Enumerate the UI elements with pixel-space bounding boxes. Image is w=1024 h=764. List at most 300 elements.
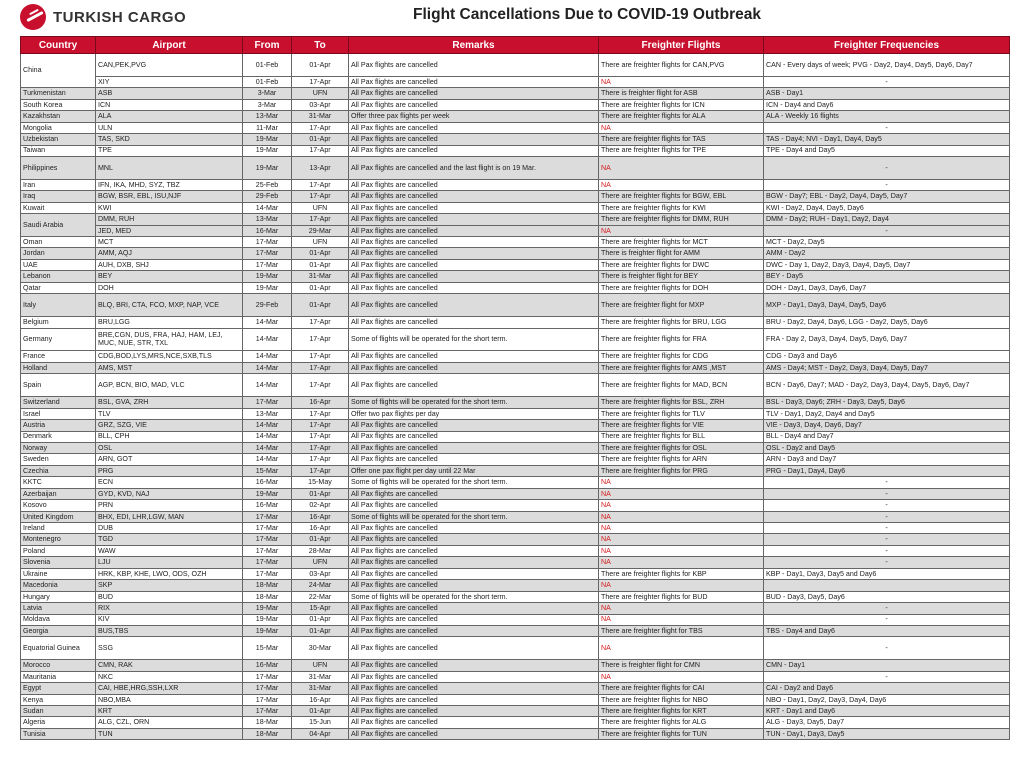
cell-freighter-flights: There are freighter flights for ALG — [599, 717, 764, 728]
table-row — [21, 717, 1010, 728]
cell-country: Ireland — [21, 523, 96, 534]
cell-country: Kenya — [21, 694, 96, 705]
cell-from: 14-Mar — [243, 420, 292, 431]
table-row — [21, 660, 1010, 671]
cell-from: 16-Mar — [243, 500, 292, 511]
cell-airport: LJU — [96, 557, 243, 568]
cell-to: 31-Mar — [292, 683, 349, 694]
cell-freighter-flights: There are freighter flights for KBP — [599, 568, 764, 579]
cell-freighter-frequencies: - — [764, 225, 1010, 236]
cell-freighter-frequencies: - — [764, 671, 1010, 682]
cell-remarks: All Pax flights are cancelled — [349, 88, 599, 99]
cell-to: 31-Mar — [292, 271, 349, 282]
cell-to: 13-Apr — [292, 156, 349, 179]
cell-to: 31-Mar — [292, 671, 349, 682]
cell-from: 14-Mar — [243, 317, 292, 328]
cell-remarks: All Pax flights are cancelled — [349, 706, 599, 717]
cell-to: 01-Apr — [292, 248, 349, 259]
cell-remarks: All Pax flights are cancelled — [349, 545, 599, 556]
cell-freighter-flights: There are freighter flights for KRT — [599, 706, 764, 717]
cell-to: 16-Apr — [292, 694, 349, 705]
cell-from: 17-Mar — [243, 397, 292, 408]
cell-freighter-flights: There are freighter flights for PRG — [599, 465, 764, 476]
cell-freighter-flights: NA — [599, 523, 764, 534]
cell-freighter-frequencies: OSL - Day2 and Day5 — [764, 442, 1010, 453]
cell-remarks: All Pax flights are cancelled — [349, 134, 599, 145]
cell-freighter-frequencies: - — [764, 76, 1010, 87]
table-row — [21, 477, 1010, 488]
cell-country: Tunisia — [21, 728, 96, 739]
table-row — [21, 76, 1010, 87]
table-row — [21, 420, 1010, 431]
cell-remarks: All Pax flights are cancelled — [349, 294, 599, 317]
cell-freighter-flights: There are freighter flights for TLV — [599, 408, 764, 419]
cell-from: 14-Mar — [243, 374, 292, 397]
cell-freighter-frequencies: - — [764, 511, 1010, 522]
cell-country: Oman — [21, 237, 96, 248]
cell-country: Hungary — [21, 591, 96, 602]
table-row — [21, 282, 1010, 293]
cell-freighter-flights: NA — [599, 76, 764, 87]
cell-airport: DOH — [96, 282, 243, 293]
table-row — [21, 511, 1010, 522]
cell-airport: KWI — [96, 202, 243, 213]
cell-airport: ARN, GOT — [96, 454, 243, 465]
cell-airport: BRE,CGN, DUS, FRA, HAJ, HAM, LEJ, MUC, NUE, STR, TXL — [96, 328, 243, 351]
cell-airport: JED, MED — [96, 225, 243, 236]
cell-to: 15-Apr — [292, 603, 349, 614]
table-row — [21, 603, 1010, 614]
cell-freighter-flights: There are freighter flight for MXP — [599, 294, 764, 317]
cell-from: 16-Mar — [243, 225, 292, 236]
cell-freighter-flights: There is freighter flight for BEY — [599, 271, 764, 282]
cell-freighter-flights: There are freighter flights for BSL, ZRH — [599, 397, 764, 408]
cell-airport: AGP, BCN, BIO, MAD, VLC — [96, 374, 243, 397]
cell-country: Qatar — [21, 282, 96, 293]
cell-freighter-frequencies: - — [764, 603, 1010, 614]
table-row — [21, 99, 1010, 110]
cell-remarks: All Pax flights are cancelled — [349, 237, 599, 248]
cell-freighter-flights: There are freighter flights for AMS ,MST — [599, 362, 764, 373]
page-title: Flight Cancellations Due to COVID-19 Outbreak — [413, 6, 761, 23]
cell-to: 01-Apr — [292, 488, 349, 499]
cell-from: 13-Mar — [243, 214, 292, 225]
cell-country: Georgia — [21, 625, 96, 636]
cell-freighter-frequencies: BRU - Day2, Day4, Day6, LGG - Day2, Day5, Day6 — [764, 317, 1010, 328]
cell-airport: GRZ, SZG, VIE — [96, 420, 243, 431]
cell-airport: ASB — [96, 88, 243, 99]
table-row — [21, 328, 1010, 351]
cell-from: 18-Mar — [243, 591, 292, 602]
cell-from: 17-Mar — [243, 694, 292, 705]
cell-freighter-flights: There are freighter flights for ALA — [599, 111, 764, 122]
table-row — [21, 408, 1010, 419]
cell-country: China — [21, 54, 96, 88]
cell-from: 19-Mar — [243, 282, 292, 293]
table-row — [21, 545, 1010, 556]
cell-country: Macedonia — [21, 580, 96, 591]
cell-airport: OSL — [96, 442, 243, 453]
cell-to: 04-Apr — [292, 728, 349, 739]
cell-to: 16-Apr — [292, 397, 349, 408]
cell-remarks: All Pax flights are cancelled — [349, 500, 599, 511]
cell-country: Denmark — [21, 431, 96, 442]
cell-airport: PRG — [96, 465, 243, 476]
column-header-remarks: Remarks — [349, 37, 599, 54]
cell-from: 14-Mar — [243, 431, 292, 442]
cell-from: 18-Mar — [243, 717, 292, 728]
cell-remarks: All Pax flights are cancelled — [349, 454, 599, 465]
table-row — [21, 225, 1010, 236]
table-row — [21, 202, 1010, 213]
cell-from: 29-Feb — [243, 191, 292, 202]
cell-freighter-frequencies: ALG - Day3, Day5, Day7 — [764, 717, 1010, 728]
cell-freighter-frequencies: TUN - Day1, Day3, Day5 — [764, 728, 1010, 739]
cell-freighter-flights: There are freighter flights for TAS — [599, 134, 764, 145]
cell-country: Jordan — [21, 248, 96, 259]
cell-to: 17-Apr — [292, 351, 349, 362]
cell-remarks: Some of flights will be operated for the short term. — [349, 591, 599, 602]
cell-freighter-flights: There are freighter flights for CDG — [599, 351, 764, 362]
cell-to: 15-May — [292, 477, 349, 488]
column-header-airport: Airport — [96, 37, 243, 54]
cell-country: Iran — [21, 179, 96, 190]
cell-country: Holland — [21, 362, 96, 373]
cell-freighter-frequencies: MXP - Day1, Day3, Day4, Day5, Day6 — [764, 294, 1010, 317]
table-row — [21, 580, 1010, 591]
cell-airport: DMM, RUH — [96, 214, 243, 225]
cell-airport: HRK, KBP, KHE, LWO, ODS, OZH — [96, 568, 243, 579]
cell-freighter-flights: There are freighter flights for FRA — [599, 328, 764, 351]
cell-freighter-frequencies: TPE - Day4 and Day5 — [764, 145, 1010, 156]
cell-remarks: Some of flights will be operated for the short term. — [349, 477, 599, 488]
cell-freighter-frequencies: - — [764, 614, 1010, 625]
cell-freighter-flights: There are freighter flights for NBO — [599, 694, 764, 705]
cell-from: 19-Mar — [243, 271, 292, 282]
column-header-to: To — [292, 37, 349, 54]
cell-airport: PRN — [96, 500, 243, 511]
cell-airport: BHX, EDI, LHR,LGW, MAN — [96, 511, 243, 522]
cell-freighter-frequencies: - — [764, 637, 1010, 660]
cell-from: 18-Mar — [243, 728, 292, 739]
cell-country: Egypt — [21, 683, 96, 694]
table-row — [21, 351, 1010, 362]
table-row — [21, 534, 1010, 545]
cell-from: 19-Mar — [243, 488, 292, 499]
cell-from: 19-Mar — [243, 603, 292, 614]
table-row — [21, 317, 1010, 328]
cell-freighter-frequencies: NBO - Day1, Day2, Day3, Day4, Day6 — [764, 694, 1010, 705]
cell-to: 17-Apr — [292, 122, 349, 133]
cell-from: 01-Feb — [243, 54, 292, 77]
cell-freighter-frequencies: AMS - Day4; MST - Day2, Day3, Day4, Day5, Day7 — [764, 362, 1010, 373]
cell-airport: RIX — [96, 603, 243, 614]
cell-freighter-flights: NA — [599, 511, 764, 522]
cell-remarks: All Pax flights are cancelled — [349, 568, 599, 579]
cell-to: 15-Jun — [292, 717, 349, 728]
cell-country: UAE — [21, 259, 96, 270]
cell-to: 03-Apr — [292, 99, 349, 110]
cell-to: 01-Apr — [292, 282, 349, 293]
cell-to: 01-Apr — [292, 54, 349, 77]
cell-from: 17-Mar — [243, 706, 292, 717]
cell-from: 17-Mar — [243, 671, 292, 682]
cell-freighter-frequencies: DMM - Day2; RUH - Day1, Day2, Day4 — [764, 214, 1010, 225]
cell-to: UFN — [292, 202, 349, 213]
table-row — [21, 88, 1010, 99]
cell-to: 17-Apr — [292, 214, 349, 225]
cell-country: Slovenia — [21, 557, 96, 568]
cell-from: 17-Mar — [243, 557, 292, 568]
cell-remarks: All Pax flights are cancelled — [349, 637, 599, 660]
cell-freighter-frequencies: KWI - Day2, Day4, Day5, Day6 — [764, 202, 1010, 213]
cell-country: Norway — [21, 442, 96, 453]
cell-from: 19-Mar — [243, 625, 292, 636]
cell-freighter-frequencies: - — [764, 523, 1010, 534]
table-row — [21, 625, 1010, 636]
cell-airport: TUN — [96, 728, 243, 739]
table-body — [21, 54, 1010, 740]
cell-remarks: All Pax flights are cancelled and the last flight is on 19 Mar. — [349, 156, 599, 179]
cell-remarks: All Pax flights are cancelled — [349, 694, 599, 705]
cell-remarks: All Pax flights are cancelled — [349, 317, 599, 328]
cell-remarks: All Pax flights are cancelled — [349, 362, 599, 373]
cell-remarks: All Pax flights are cancelled — [349, 431, 599, 442]
cell-freighter-flights: There are freighter flights for MCT — [599, 237, 764, 248]
cell-freighter-frequencies: ICN - Day4 and Day6 — [764, 99, 1010, 110]
column-header-freighter-frequencies: Freighter Frequencies — [764, 37, 1010, 54]
cell-country: Switzerland — [21, 397, 96, 408]
cell-country: Sudan — [21, 706, 96, 717]
cell-to: 17-Apr — [292, 431, 349, 442]
table-row — [21, 442, 1010, 453]
cell-freighter-flights: There is freighter flight for CMN — [599, 660, 764, 671]
cell-remarks: Offer one pax flight per day until 22 Mar — [349, 465, 599, 476]
cell-airport: ALG, CZL, ORN — [96, 717, 243, 728]
cell-remarks: All Pax flights are cancelled — [349, 614, 599, 625]
cell-remarks: All Pax flights are cancelled — [349, 225, 599, 236]
cell-airport: DUB — [96, 523, 243, 534]
cell-from: 13-Mar — [243, 111, 292, 122]
table-row — [21, 728, 1010, 739]
cell-airport: CDG,BOD,LYS,MRS,NCE,SXB,TLS — [96, 351, 243, 362]
cell-remarks: All Pax flights are cancelled — [349, 76, 599, 87]
cell-remarks: All Pax flights are cancelled — [349, 660, 599, 671]
cell-airport: BGW, BSR, EBL, ISU,NJF — [96, 191, 243, 202]
cell-to: 17-Apr — [292, 374, 349, 397]
cell-freighter-frequencies: CAI - Day2 and Day6 — [764, 683, 1010, 694]
cell-remarks: Offer two pax flights per day — [349, 408, 599, 419]
cell-country: Spain — [21, 374, 96, 397]
table-row — [21, 637, 1010, 660]
cell-from: 19-Mar — [243, 614, 292, 625]
cancellations-table — [20, 36, 1010, 740]
cell-freighter-frequencies: BUD - Day3, Day5, Day6 — [764, 591, 1010, 602]
cell-from: 18-Mar — [243, 580, 292, 591]
cell-remarks: All Pax flights are cancelled — [349, 717, 599, 728]
cell-country: Sweden — [21, 454, 96, 465]
cell-from: 29-Feb — [243, 294, 292, 317]
cell-to: 22-Mar — [292, 591, 349, 602]
cell-freighter-frequencies — [764, 580, 1010, 591]
cell-from: 14-Mar — [243, 454, 292, 465]
cell-freighter-flights: NA — [599, 637, 764, 660]
table-row — [21, 500, 1010, 511]
table-row — [21, 374, 1010, 397]
cell-country: Turkmenistan — [21, 88, 96, 99]
cell-from: 14-Mar — [243, 442, 292, 453]
table-row — [21, 488, 1010, 499]
cell-freighter-frequencies: FRA - Day 2, Day3, Day4, Day5, Day6, Day7 — [764, 328, 1010, 351]
cell-country: Italy — [21, 294, 96, 317]
cell-freighter-flights: There are freighter flights for OSL — [599, 442, 764, 453]
column-header-freighter-flights: Freighter Flights — [599, 37, 764, 54]
cell-to: 01-Apr — [292, 294, 349, 317]
cell-remarks: All Pax flights are cancelled — [349, 202, 599, 213]
cell-from: 17-Mar — [243, 683, 292, 694]
cell-freighter-frequencies: TBS - Day4 and Day6 — [764, 625, 1010, 636]
cell-to: 01-Apr — [292, 625, 349, 636]
cell-freighter-flights: NA — [599, 179, 764, 190]
cell-remarks: All Pax flights are cancelled — [349, 671, 599, 682]
cell-freighter-frequencies: CAN - Every days of week; PVG - Day2, Day4, Day5, Day6, Day7 — [764, 54, 1010, 77]
cell-to: 01-Apr — [292, 134, 349, 145]
cell-country: Poland — [21, 545, 96, 556]
cell-from: 19-Mar — [243, 156, 292, 179]
cell-airport: NKC — [96, 671, 243, 682]
cell-country: Germany — [21, 328, 96, 351]
cell-freighter-flights: There are freighter flights for BRU, LGG — [599, 317, 764, 328]
cell-freighter-flights: There are freighter flights for DOH — [599, 282, 764, 293]
cell-airport: BLQ, BRI, CTA, FCO, MXP, NAP, VCE — [96, 294, 243, 317]
cell-freighter-flights: There are freighter flights for BGW, EBL — [599, 191, 764, 202]
cell-freighter-frequencies: KRT - Day1 and Day6 — [764, 706, 1010, 717]
cell-country: Belgium — [21, 317, 96, 328]
cell-from: 17-Mar — [243, 534, 292, 545]
cell-country: Kazakhstan — [21, 111, 96, 122]
cell-from: 16-Mar — [243, 660, 292, 671]
cell-freighter-flights: NA — [599, 534, 764, 545]
cell-freighter-frequencies: ALA - Weekly 16 flights — [764, 111, 1010, 122]
cell-remarks: All Pax flights are cancelled — [349, 271, 599, 282]
cell-remarks: All Pax flights are cancelled — [349, 99, 599, 110]
cell-freighter-frequencies: - — [764, 545, 1010, 556]
cell-freighter-frequencies: - — [764, 179, 1010, 190]
cell-from: 3-Mar — [243, 99, 292, 110]
cell-country: United Kingdom — [21, 511, 96, 522]
table-row — [21, 259, 1010, 270]
cell-to: 01-Apr — [292, 259, 349, 270]
cell-country: Taiwan — [21, 145, 96, 156]
cell-country: Mongolia — [21, 122, 96, 133]
brand-name: TURKISH CARGO — [53, 8, 187, 26]
cell-freighter-frequencies: BSL - Day3, Day6; ZRH - Day3, Day5, Day6 — [764, 397, 1010, 408]
cell-freighter-flights: NA — [599, 225, 764, 236]
table-row — [21, 237, 1010, 248]
cell-to: 30-Mar — [292, 637, 349, 660]
cell-from: 16-Mar — [243, 477, 292, 488]
cell-airport: KRT — [96, 706, 243, 717]
cell-from: 19-Mar — [243, 134, 292, 145]
cell-from: 25-Feb — [243, 179, 292, 190]
cell-to: UFN — [292, 237, 349, 248]
cell-to: 17-Apr — [292, 408, 349, 419]
cell-to: 03-Apr — [292, 568, 349, 579]
cell-from: 15-Mar — [243, 465, 292, 476]
cell-freighter-flights: NA — [599, 488, 764, 499]
cell-remarks: All Pax flights are cancelled — [349, 145, 599, 156]
cell-airport: TLV — [96, 408, 243, 419]
cell-from: 11-Mar — [243, 122, 292, 133]
cell-airport: MNL — [96, 156, 243, 179]
cell-country: Kosovo — [21, 500, 96, 511]
cell-to: 17-Apr — [292, 179, 349, 190]
cell-freighter-frequencies: BLL - Day4 and Day7 — [764, 431, 1010, 442]
table-row — [21, 671, 1010, 682]
cell-freighter-frequencies: - — [764, 500, 1010, 511]
cell-freighter-flights: There are freighter flights for KWI — [599, 202, 764, 213]
cell-country: Algeria — [21, 717, 96, 728]
cell-to: 01-Apr — [292, 534, 349, 545]
cell-remarks: Some of flights will be operated for the short term. — [349, 397, 599, 408]
table-row — [21, 568, 1010, 579]
cell-remarks: All Pax flights are cancelled — [349, 351, 599, 362]
cell-airport: BSL, GVA, ZRH — [96, 397, 243, 408]
cell-freighter-frequencies: - — [764, 122, 1010, 133]
cell-airport: SKP — [96, 580, 243, 591]
cell-freighter-flights: There is freighter flight for AMM — [599, 248, 764, 259]
table-row — [21, 214, 1010, 225]
table-row — [21, 694, 1010, 705]
cell-from: 15-Mar — [243, 637, 292, 660]
table-row — [21, 706, 1010, 717]
table-row — [21, 362, 1010, 373]
cell-country: South Korea — [21, 99, 96, 110]
cell-from: 17-Mar — [243, 511, 292, 522]
cell-to: 29-Mar — [292, 225, 349, 236]
cell-freighter-flights: There are freighter flights for BLL — [599, 431, 764, 442]
cell-airport: NBO,MBA — [96, 694, 243, 705]
cell-freighter-frequencies: BEY - Day5 — [764, 271, 1010, 282]
cell-remarks: All Pax flights are cancelled — [349, 442, 599, 453]
cell-to: UFN — [292, 660, 349, 671]
cell-from: 14-Mar — [243, 202, 292, 213]
cell-from: 3-Mar — [243, 88, 292, 99]
cell-remarks: All Pax flights are cancelled — [349, 214, 599, 225]
cell-airport: MCT — [96, 237, 243, 248]
cell-freighter-frequencies: TAS - Day4; NVI - Day1, Day4, Day5 — [764, 134, 1010, 145]
cell-freighter-flights: NA — [599, 671, 764, 682]
cell-airport: BLL, CPH — [96, 431, 243, 442]
cell-country: KKTC — [21, 477, 96, 488]
cell-country: Kuwait — [21, 202, 96, 213]
cell-airport: ECN — [96, 477, 243, 488]
cell-to: 17-Apr — [292, 362, 349, 373]
cell-airport: AMS, MST — [96, 362, 243, 373]
cell-freighter-frequencies: - — [764, 477, 1010, 488]
table-row — [21, 122, 1010, 133]
cell-from: 17-Mar — [243, 568, 292, 579]
table-row — [21, 683, 1010, 694]
cell-freighter-flights: There is freighter flight for ASB — [599, 88, 764, 99]
cell-freighter-flights: There are freighter flights for TPE — [599, 145, 764, 156]
cell-from: 14-Mar — [243, 362, 292, 373]
cell-airport: ALA — [96, 111, 243, 122]
cell-freighter-frequencies: VIE - Day3, Day4, Day6, Day7 — [764, 420, 1010, 431]
cell-freighter-flights: There are freighter flights for MAD, BCN — [599, 374, 764, 397]
cell-remarks: All Pax flights are cancelled — [349, 374, 599, 397]
cell-freighter-flights: There are freighter flights for BUD — [599, 591, 764, 602]
